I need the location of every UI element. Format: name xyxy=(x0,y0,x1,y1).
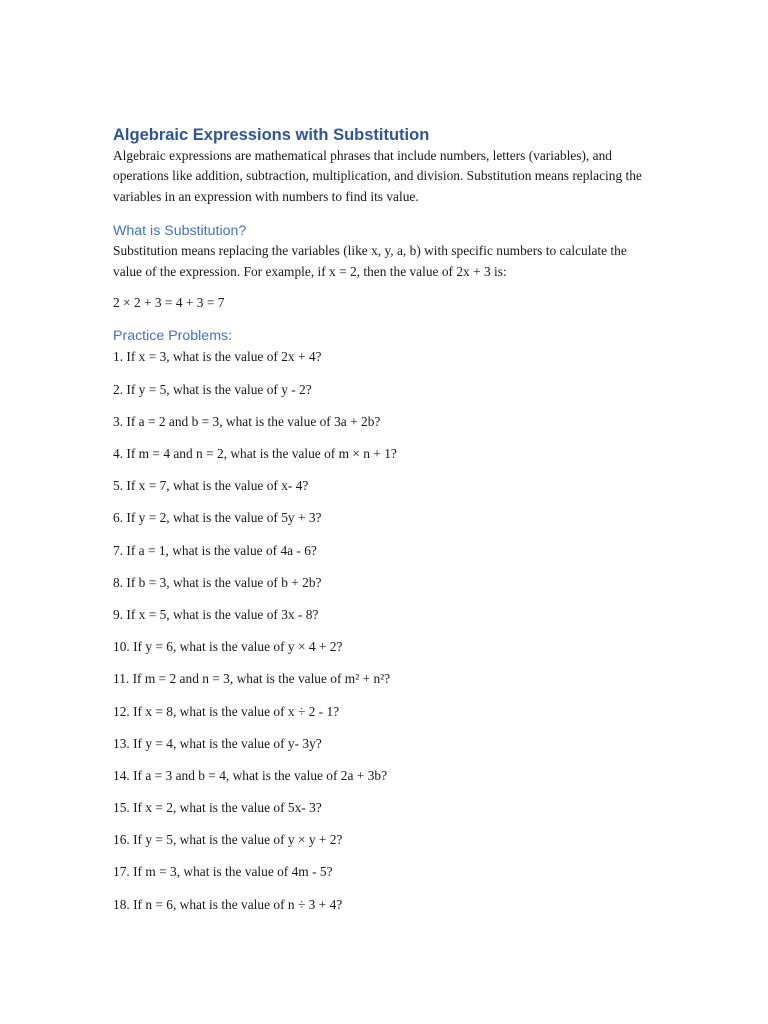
practice-problem: 6. If y = 2, what is the value of 5y + 3? xyxy=(113,510,322,526)
practice-problem: 4. If m = 4 and n = 2, what is the value of m × n + 1? xyxy=(113,446,397,461)
substitution-paragraph: Substitution means replacing the variables (like x, y, a, b) with specific numbers to calculate the value of the expression. For example, if x = 2, then the value of 2x + 3 is: xyxy=(113,243,627,279)
practice-problem: 7. If a = 1, what is the value of 4a - 6? xyxy=(113,542,317,558)
practice-problem: 10. If y = 6, what is the value of y × 4 + 2? xyxy=(113,639,343,655)
practice-problem: 5. If x = 7, what is the value of x- 4? xyxy=(113,478,309,494)
practice-problem: 3. If a = 2 and b = 3, what is the value of 3a + 2b? xyxy=(113,413,381,429)
intro-paragraph: Algebraic expressions are mathematical phrases that include numbers, letters (variables), and operations like addition, subtraction, multiplication, and division. Substitution means replacing the variables in an expression with numbers to find its value. xyxy=(113,148,642,204)
practice-problem: 15. If x = 2, what is the value of 5x- 3? xyxy=(113,800,322,816)
practice-problem: 13. If y = 4, what is the value of y- 3y? xyxy=(113,735,322,751)
practice-problem: 9. If x = 5, what is the value of 3x - 8? xyxy=(113,606,319,622)
practice-problem: 17. If m = 3, what is the value of 4m - 5? xyxy=(113,864,333,880)
practice-heading: Practice Problems: xyxy=(113,328,233,345)
practice-problem: 11. If m = 2 and n = 3, what is the value of m² + n²? xyxy=(113,671,391,687)
substitution-example: 2 × 2 + 3 = 4 + 3 = 7 xyxy=(113,295,225,311)
substitution-heading: What is Substitution? xyxy=(113,223,247,240)
practice-problem: 2. If y = 5, what is the value of y - 2? xyxy=(113,381,312,397)
practice-problem: 1. If x = 3, what is the value of 2x + 4? xyxy=(113,349,322,365)
page-title: Algebraic Expressions with Substitution xyxy=(113,126,430,144)
practice-problem: 8. If b = 3, what is the value of b + 2b? xyxy=(113,574,322,590)
document-page xyxy=(113,124,658,927)
practice-problem-list xyxy=(113,347,658,914)
practice-problem: 12. If x = 8, what is the value of x ÷ 2 - 1? xyxy=(113,703,340,719)
practice-problem: 16. If y = 5, what is the value of y × y + 2? xyxy=(113,832,343,848)
practice-problem: 18. If n = 6, what is the value of n ÷ 3 + 4? xyxy=(113,896,343,912)
practice-problem: 14. If a = 3 and b = 4, what is the value of 2a + 3b? xyxy=(113,767,388,783)
